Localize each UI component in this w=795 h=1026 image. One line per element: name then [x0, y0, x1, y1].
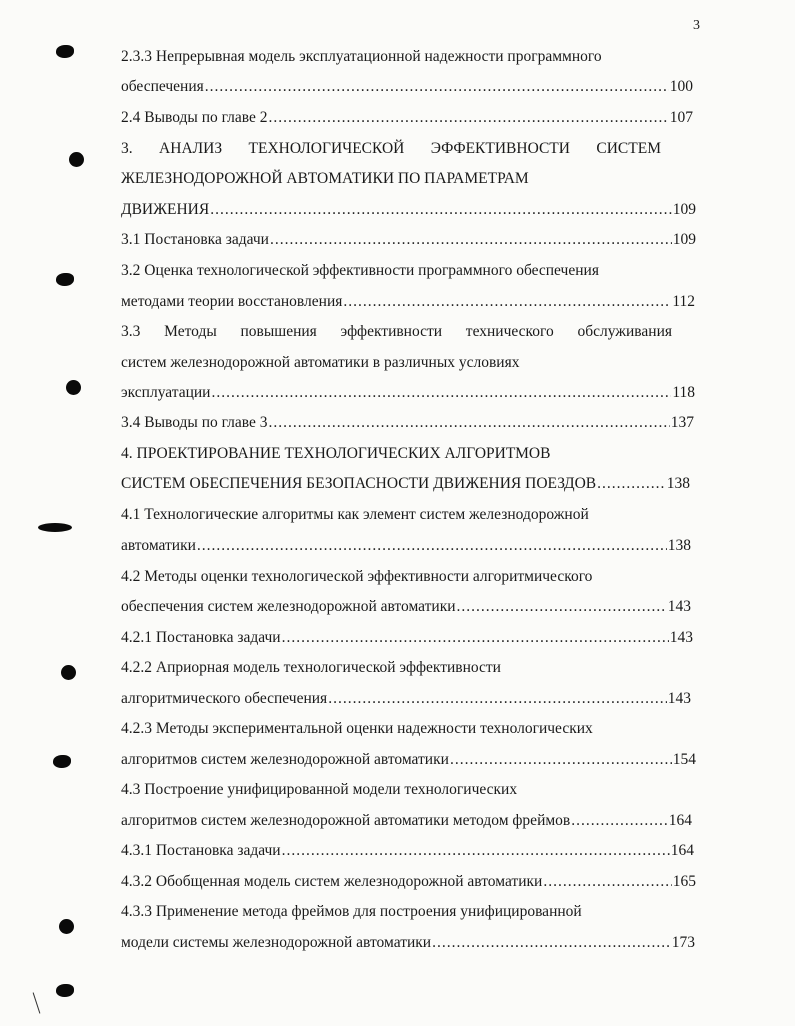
toc-page-number: 118 — [672, 384, 695, 401]
toc-leader-dots — [205, 76, 669, 98]
toc-entry-title: 2.4 Выводы по главе 2 — [121, 109, 268, 126]
toc-leader-dots — [543, 871, 671, 893]
toc-line — [121, 688, 691, 710]
toc-line: 4.3 Построение унифицированной модели технологических — [121, 781, 518, 798]
toc-entry-title: СИСТЕМ ОБЕСПЕЧЕНИЯ БЕЗОПАСНОСТИ ДВИЖЕНИЯ ПОЕЗДОВ — [121, 475, 597, 492]
toc-entry-title: методами теории восстановления — [121, 293, 343, 310]
toc-leader-dots — [270, 229, 672, 251]
toc-line: ЖЕЛЕЗНОДОРОЖНОЙ АВТОМАТИКИ ПО ПАРАМЕТРАМ — [121, 170, 529, 187]
toc-page-number: 173 — [671, 934, 695, 951]
toc-line: 3. АНАЛИЗ ТЕХНОЛОГИЧЕСКОЙ ЭФФЕКТИВНОСТИ СИСТЕМ — [121, 140, 661, 157]
toc-page-number: 164 — [668, 812, 692, 829]
toc-entry-title: эксплуатации — [121, 384, 211, 401]
toc-page-number: 100 — [669, 78, 693, 95]
toc-leader-dots — [211, 382, 671, 404]
toc-line — [121, 535, 691, 557]
toc-page-number: 109 — [672, 201, 696, 218]
toc-entry-title: ДВИЖЕНИЯ — [121, 201, 210, 218]
toc-leader-dots — [210, 199, 672, 221]
toc-line: 2.3.3 Непрерывная модель эксплуатационной надежности программного — [121, 48, 602, 65]
toc-leader-dots — [432, 932, 671, 954]
toc-line — [121, 382, 695, 404]
toc-leader-dots — [328, 688, 667, 710]
toc-leader-dots — [269, 107, 669, 129]
toc-line: 4.2.2 Априорная модель технологической эффективности — [121, 659, 501, 676]
toc-page-number: 164 — [670, 842, 694, 859]
toc-leader-dots — [450, 749, 672, 771]
toc-line — [121, 76, 693, 98]
toc-page-number: 154 — [672, 751, 696, 768]
toc-entry-title: обеспечения систем железнодорожной автоматики — [121, 598, 456, 615]
toc-page-number: 107 — [669, 109, 693, 126]
toc-leader-dots — [343, 291, 671, 313]
toc-leader-dots — [457, 596, 667, 618]
page-number: 3 — [693, 18, 700, 33]
toc-line — [121, 199, 696, 221]
toc-page-number: 112 — [672, 293, 695, 310]
toc-entry-title: модели системы железнодорожной автоматики — [121, 934, 432, 951]
toc-line — [121, 291, 695, 313]
toc-line — [121, 627, 693, 649]
toc-leader-dots — [571, 810, 668, 832]
toc-line: систем железнодорожной автоматики в различных условиях — [121, 354, 520, 371]
toc-entry-title: 4.3.2 Обобщенная модель систем железнодорожной автоматики — [121, 873, 543, 890]
toc-entry-title: 3.1 Постановка задачи — [121, 231, 269, 248]
toc-line — [121, 840, 694, 862]
toc-entry-title: 3.4 Выводы по главе 3 — [121, 414, 268, 431]
toc-leader-dots — [282, 840, 670, 862]
toc-entry-title: алгоритмов систем железнодорожной автоматики — [121, 751, 449, 768]
toc-line: 3.3 Методы повышения эффективности технического обслуживания — [121, 323, 672, 340]
toc-entry-title: 4.2.1 Постановка задачи — [121, 629, 281, 646]
toc-page-number: 138 — [667, 537, 691, 554]
toc-entry-title: автоматики — [121, 537, 196, 554]
toc-line — [121, 596, 691, 618]
toc-page-number: 165 — [672, 873, 696, 890]
toc-leader-dots — [597, 473, 666, 495]
toc-line: 4.2 Методы оценки технологической эффективности алгоритмического — [121, 568, 593, 585]
toc-line: 3.2 Оценка технологической эффективности программного обеспечения — [121, 262, 599, 279]
toc-entry-title: алгоритмов систем железнодорожной автоматики методом фреймов — [121, 812, 571, 829]
toc-line — [121, 473, 690, 495]
toc-leader-dots — [269, 412, 670, 434]
toc-entry-title: алгоритмического обеспечения — [121, 690, 328, 707]
toc-line — [121, 810, 692, 832]
toc-entry-title: обеспечения — [121, 78, 204, 95]
toc-page-number: 143 — [667, 690, 691, 707]
toc-line: 4.2.3 Методы экспериментальной оценки надежности технологических — [121, 720, 593, 737]
toc-entry-title: 4.3.1 Постановка задачи — [121, 842, 281, 859]
toc-page-number: 137 — [670, 414, 694, 431]
toc-line — [121, 107, 693, 129]
toc-line — [121, 932, 695, 954]
toc-leader-dots — [197, 535, 667, 557]
toc-line — [121, 871, 696, 893]
toc-line: 4.3.3 Применение метода фреймов для построения унифицированной — [121, 903, 582, 920]
toc-line — [121, 412, 694, 434]
toc-page-number: 109 — [672, 231, 696, 248]
toc-line — [121, 749, 696, 771]
toc-leader-dots — [282, 627, 669, 649]
toc-line — [121, 229, 696, 251]
toc-page-number: 143 — [669, 629, 693, 646]
toc-line: 4.1 Технологические алгоритмы как элемент систем железнодорожной — [121, 506, 589, 523]
toc-page-number: 138 — [666, 475, 690, 492]
toc-page-number: 143 — [667, 598, 691, 615]
toc-line: 4. ПРОЕКТИРОВАНИЕ ТЕХНОЛОГИЧЕСКИХ АЛГОРИТМОВ — [121, 445, 551, 462]
